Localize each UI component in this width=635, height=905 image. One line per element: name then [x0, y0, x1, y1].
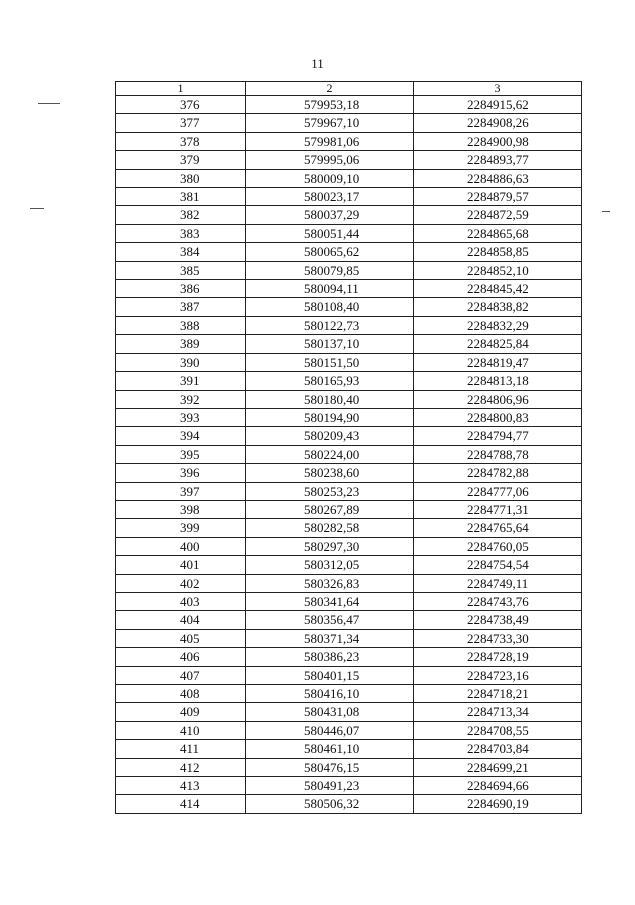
column-header: 3: [414, 82, 582, 96]
point-number-cell: 380: [116, 169, 246, 187]
point-number-cell: 400: [116, 537, 246, 555]
x-coordinate-cell: 580371,34: [246, 629, 414, 647]
point-number-cell: 387: [116, 298, 246, 316]
column-header: 1: [116, 82, 246, 96]
point-number-cell: 399: [116, 519, 246, 537]
y-coordinate-cell: 2284794,77: [414, 427, 582, 445]
point-number-cell: 388: [116, 316, 246, 334]
x-coordinate-cell: 580446,07: [246, 721, 414, 739]
table-row: [116, 353, 582, 371]
x-coordinate-cell: 580416,10: [246, 685, 414, 703]
x-coordinate-cell: 580009,10: [246, 169, 414, 187]
x-coordinate-cell: 579981,06: [246, 132, 414, 150]
x-coordinate-cell: 580282,58: [246, 519, 414, 537]
x-coordinate-cell: 580461,10: [246, 740, 414, 758]
point-number-cell: 391: [116, 372, 246, 390]
x-coordinate-cell: 580401,15: [246, 666, 414, 684]
y-coordinate-cell: 2284703,84: [414, 740, 582, 758]
y-coordinate-cell: 2284838,82: [414, 298, 582, 316]
table-row: [116, 629, 582, 647]
y-coordinate-cell: 2284713,34: [414, 703, 582, 721]
table-row: [116, 390, 582, 408]
table-row: [116, 151, 582, 169]
table-row: [116, 445, 582, 463]
y-coordinate-cell: 2284865,68: [414, 224, 582, 242]
table-row: [116, 96, 582, 114]
y-coordinate-cell: 2284771,31: [414, 500, 582, 518]
table-row: [116, 611, 582, 629]
y-coordinate-cell: 2284858,85: [414, 243, 582, 261]
table-row: [116, 206, 582, 224]
table-row: [116, 758, 582, 776]
point-number-cell: 398: [116, 500, 246, 518]
table-row: [116, 648, 582, 666]
x-coordinate-cell: 580151,50: [246, 353, 414, 371]
point-number-cell: 414: [116, 795, 246, 813]
point-number-cell: 395: [116, 445, 246, 463]
x-coordinate-cell: 580506,32: [246, 795, 414, 813]
point-number-cell: 383: [116, 224, 246, 242]
x-coordinate-cell: 580079,85: [246, 261, 414, 279]
table-header-row: [116, 82, 582, 96]
x-coordinate-cell: 579967,10: [246, 114, 414, 132]
point-number-cell: 410: [116, 721, 246, 739]
x-coordinate-cell: 580194,90: [246, 408, 414, 426]
point-number-cell: 406: [116, 648, 246, 666]
x-coordinate-cell: 580094,11: [246, 280, 414, 298]
point-number-cell: 412: [116, 758, 246, 776]
x-coordinate-cell: 580386,23: [246, 648, 414, 666]
y-coordinate-cell: 2284743,76: [414, 592, 582, 610]
table-row: [116, 372, 582, 390]
point-number-cell: 381: [116, 188, 246, 206]
table-row: [116, 169, 582, 187]
point-number-cell: 397: [116, 482, 246, 500]
scan-mark: [30, 208, 44, 209]
y-coordinate-cell: 2284782,88: [414, 464, 582, 482]
point-number-cell: 408: [116, 685, 246, 703]
table-row: [116, 408, 582, 426]
y-coordinate-cell: 2284893,77: [414, 151, 582, 169]
y-coordinate-cell: 2284819,47: [414, 353, 582, 371]
point-number-cell: 401: [116, 556, 246, 574]
y-coordinate-cell: 2284845,42: [414, 280, 582, 298]
table-row: [116, 740, 582, 758]
table-row: [116, 188, 582, 206]
point-number-cell: 411: [116, 740, 246, 758]
table-row: [116, 592, 582, 610]
y-coordinate-cell: 2284886,63: [414, 169, 582, 187]
x-coordinate-cell: 580312,05: [246, 556, 414, 574]
table-row: [116, 316, 582, 334]
y-coordinate-cell: 2284765,64: [414, 519, 582, 537]
x-coordinate-cell: 580491,23: [246, 777, 414, 795]
x-coordinate-cell: 580108,40: [246, 298, 414, 316]
coordinates-table: [115, 81, 582, 814]
table-row: [116, 537, 582, 555]
y-coordinate-cell: 2284777,06: [414, 482, 582, 500]
y-coordinate-cell: 2284908,26: [414, 114, 582, 132]
page-number: 11: [311, 56, 324, 71]
table-row: [116, 500, 582, 518]
table-row: [116, 666, 582, 684]
x-coordinate-cell: 580065,62: [246, 243, 414, 261]
x-coordinate-cell: 580431,08: [246, 703, 414, 721]
x-coordinate-cell: 580326,83: [246, 574, 414, 592]
y-coordinate-cell: 2284852,10: [414, 261, 582, 279]
y-coordinate-cell: 2284718,21: [414, 685, 582, 703]
x-coordinate-cell: 580209,43: [246, 427, 414, 445]
x-coordinate-cell: 580238,60: [246, 464, 414, 482]
point-number-cell: 384: [116, 243, 246, 261]
x-coordinate-cell: 580297,30: [246, 537, 414, 555]
y-coordinate-cell: 2284754,54: [414, 556, 582, 574]
point-number-cell: 402: [116, 574, 246, 592]
point-number-cell: 392: [116, 390, 246, 408]
y-coordinate-cell: 2284694,66: [414, 777, 582, 795]
point-number-cell: 376: [116, 96, 246, 114]
point-number-cell: 394: [116, 427, 246, 445]
point-number-cell: 393: [116, 408, 246, 426]
y-coordinate-cell: 2284738,49: [414, 611, 582, 629]
x-coordinate-cell: 579953,18: [246, 96, 414, 114]
table-row: [116, 114, 582, 132]
point-number-cell: 405: [116, 629, 246, 647]
table-row: [116, 777, 582, 795]
y-coordinate-cell: 2284900,98: [414, 132, 582, 150]
y-coordinate-cell: 2284723,16: [414, 666, 582, 684]
y-coordinate-cell: 2284699,21: [414, 758, 582, 776]
point-number-cell: 379: [116, 151, 246, 169]
y-coordinate-cell: 2284733,30: [414, 629, 582, 647]
point-number-cell: 403: [116, 592, 246, 610]
x-coordinate-cell: 580180,40: [246, 390, 414, 408]
scan-mark: [602, 211, 610, 212]
table-row: [116, 335, 582, 353]
y-coordinate-cell: 2284879,57: [414, 188, 582, 206]
table-body: [116, 96, 582, 814]
table-row: [116, 482, 582, 500]
table-row: [116, 224, 582, 242]
y-coordinate-cell: 2284806,96: [414, 390, 582, 408]
table-row: [116, 795, 582, 813]
point-number-cell: 385: [116, 261, 246, 279]
y-coordinate-cell: 2284832,29: [414, 316, 582, 334]
x-coordinate-cell: 580165,93: [246, 372, 414, 390]
x-coordinate-cell: 580356,47: [246, 611, 414, 629]
table-row: [116, 574, 582, 592]
point-number-cell: 382: [116, 206, 246, 224]
point-number-cell: 413: [116, 777, 246, 795]
point-number-cell: 389: [116, 335, 246, 353]
point-number-cell: 390: [116, 353, 246, 371]
y-coordinate-cell: 2284813,18: [414, 372, 582, 390]
point-number-cell: 378: [116, 132, 246, 150]
y-coordinate-cell: 2284800,83: [414, 408, 582, 426]
y-coordinate-cell: 2284760,05: [414, 537, 582, 555]
x-coordinate-cell: 580037,29: [246, 206, 414, 224]
y-coordinate-cell: 2284728,19: [414, 648, 582, 666]
y-coordinate-cell: 2284708,55: [414, 721, 582, 739]
table-row: [116, 132, 582, 150]
y-coordinate-cell: 2284788,78: [414, 445, 582, 463]
point-number-cell: 407: [116, 666, 246, 684]
y-coordinate-cell: 2284915,62: [414, 96, 582, 114]
table-row: [116, 703, 582, 721]
y-coordinate-cell: 2284825,84: [414, 335, 582, 353]
y-coordinate-cell: 2284690,19: [414, 795, 582, 813]
point-number-cell: 409: [116, 703, 246, 721]
point-number-cell: 396: [116, 464, 246, 482]
point-number-cell: 377: [116, 114, 246, 132]
x-coordinate-cell: 580224,00: [246, 445, 414, 463]
table-row: [116, 556, 582, 574]
x-coordinate-cell: 579995,06: [246, 151, 414, 169]
table-row: [116, 298, 582, 316]
x-coordinate-cell: 580023,17: [246, 188, 414, 206]
y-coordinate-cell: 2284749,11: [414, 574, 582, 592]
table-row: [116, 427, 582, 445]
column-header: 2: [246, 82, 414, 96]
x-coordinate-cell: 580267,89: [246, 500, 414, 518]
y-coordinate-cell: 2284872,59: [414, 206, 582, 224]
table-row: [116, 280, 582, 298]
x-coordinate-cell: 580476,15: [246, 758, 414, 776]
table-row: [116, 261, 582, 279]
table-row: [116, 685, 582, 703]
table-row: [116, 519, 582, 537]
point-number-cell: 404: [116, 611, 246, 629]
x-coordinate-cell: 580253,23: [246, 482, 414, 500]
x-coordinate-cell: 580341,64: [246, 592, 414, 610]
x-coordinate-cell: 580051,44: [246, 224, 414, 242]
table-row: [116, 721, 582, 739]
point-number-cell: 386: [116, 280, 246, 298]
scan-mark: [38, 103, 60, 104]
x-coordinate-cell: 580137,10: [246, 335, 414, 353]
x-coordinate-cell: 580122,73: [246, 316, 414, 334]
table-row: [116, 243, 582, 261]
table-row: [116, 464, 582, 482]
